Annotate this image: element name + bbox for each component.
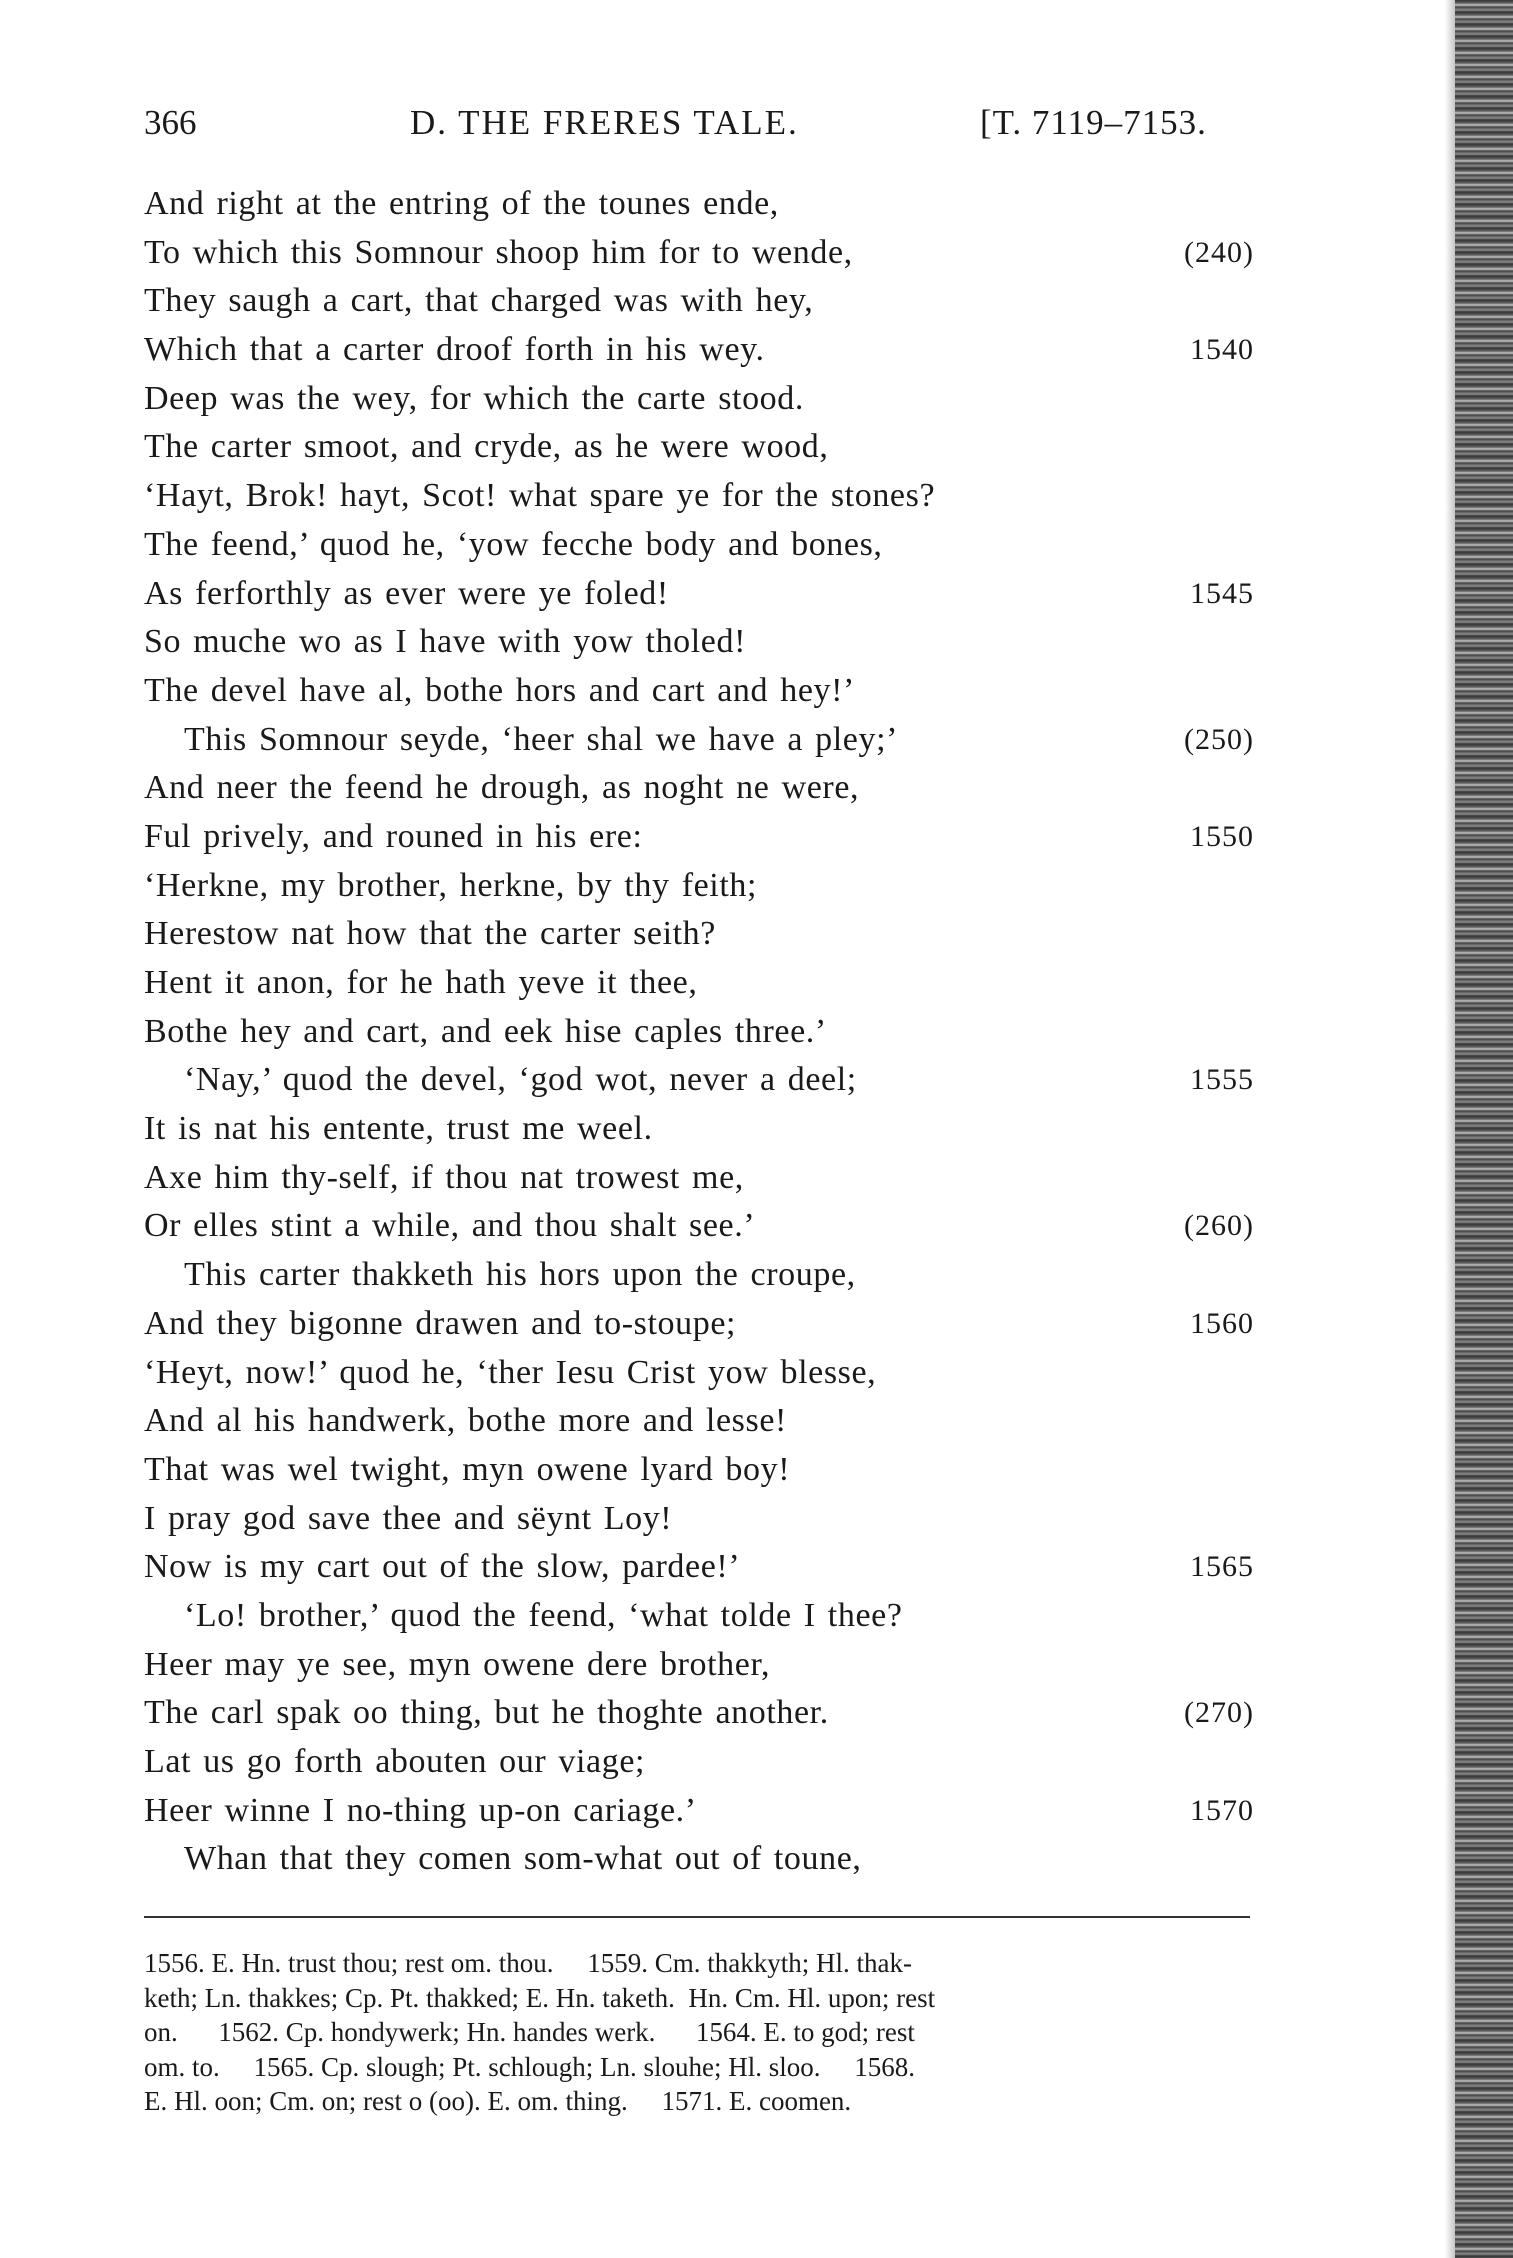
verse-line (144, 1056, 1254, 1105)
verse-line (144, 1495, 1254, 1544)
verse-line (144, 910, 1254, 959)
verse-line (144, 618, 1254, 667)
verse-text: This Somnour seyde, ‘heer shal we have a pley;’ (184, 720, 899, 758)
verse-text: To which this Somnour shoop him for to wende, (144, 233, 853, 271)
verse-line (144, 570, 1254, 619)
line-number: (260) (1184, 1209, 1254, 1243)
verse-text: This carter thakketh his hors upon the croupe, (184, 1256, 856, 1294)
verse-text: They saugh a cart, that charged was with hey, (144, 282, 814, 320)
verse-text: And al his handwerk, bothe more and lesse! (144, 1402, 787, 1440)
footnote-line: E. Hl. oon; Cm. on; rest o (oo). E. om. thing. 1571. E. coomen. (144, 2086, 852, 2116)
verse-line (144, 472, 1254, 521)
verse-line (144, 1446, 1254, 1495)
verse-line (144, 423, 1254, 472)
verse-text: Hent it anon, for he hath yeve it thee, (144, 964, 698, 1001)
line-number: 1545 (1190, 576, 1254, 610)
verse-line (144, 229, 1254, 278)
verse-line (144, 959, 1254, 1008)
verse-text: Heer winne I no-thing up-on cariage.’ (144, 1791, 697, 1829)
verse-line (144, 1202, 1254, 1251)
verse-text: Lat us go forth abouten our viage; (144, 1743, 646, 1780)
verse-text: And right at the entring of the tounes ende, (144, 185, 779, 222)
verse-line (144, 180, 1254, 229)
footnote-rule (144, 1916, 1250, 1918)
verse-text: Herestow nat how that the carter seith? (144, 915, 716, 953)
verse-line (144, 1154, 1254, 1203)
book-spine (1455, 0, 1513, 2258)
line-range: [T. 7119–7153. (980, 103, 1207, 142)
footnote-line: on. 1562. Cp. hondywerk; Hn. handes werk. 1564. E. to god; rest (144, 2017, 915, 2047)
verse-line (144, 1008, 1254, 1057)
verse-line (144, 1349, 1254, 1398)
verse-line (144, 1300, 1254, 1349)
verse-text: Which that a carter droof forth in his wey. (144, 331, 765, 369)
verse-text: Or elles stint a while, and thou shalt see.’ (144, 1207, 756, 1245)
verse-text: The devel have al, bothe hors and cart and hey!’ (144, 671, 855, 709)
verse-text: So muche wo as I have with yow tholed! (144, 623, 747, 661)
verse-line (144, 1738, 1254, 1787)
line-number: 1570 (1190, 1793, 1254, 1827)
verse-line (144, 862, 1254, 911)
verse-text: ‘Heyt, now!’ quod he, ‘ther Iesu Crist yow blesse, (144, 1353, 877, 1391)
verse-text: Ful prively, and rouned in his ere: (144, 817, 643, 855)
verse-line (144, 326, 1254, 375)
verse-text: That was wel twight, myn owene lyard boy! (144, 1450, 791, 1488)
verse-line (144, 716, 1254, 765)
verse-text: ‘Lo! brother,’ quod the feend, ‘what tolde I thee? (184, 1596, 903, 1634)
verse-text: As ferforthly as ever were ye foled! (144, 574, 669, 612)
page-edge-shadow (1445, 0, 1455, 2258)
verse-text: The feend,’ quod he, ‘yow fecche body and bones, (144, 525, 883, 563)
verse-line (144, 277, 1254, 326)
line-number: 1560 (1190, 1306, 1254, 1340)
running-title: D. THE FRERES TALE. (410, 103, 799, 142)
verse-text: The carter smoot, and cryde, as he were wood, (144, 428, 829, 466)
line-number: 1565 (1190, 1550, 1254, 1584)
verse-text: And neer the feend he drough, as noght ne were, (144, 769, 860, 807)
verse-line (144, 1592, 1254, 1641)
verse-text: ‘Nay,’ quod the devel, ‘god wot, never a deel; (184, 1061, 857, 1099)
verse-line (144, 1641, 1254, 1690)
poem-text (144, 180, 1254, 1884)
verse-text: I pray god save thee and sëynt Loy! (144, 1499, 673, 1537)
line-number: 1550 (1190, 819, 1254, 853)
verse-text: Axe him thy-self, if thou nat trowest me, (144, 1158, 744, 1196)
verse-line (144, 1543, 1254, 1592)
line-number: 1540 (1190, 333, 1254, 367)
verse-text: And they bigonne drawen and to-stoupe; (144, 1304, 737, 1342)
verse-line (144, 764, 1254, 813)
verse-text: Now is my cart out of the slow, pardee!’ (144, 1548, 741, 1586)
verse-line (144, 1105, 1254, 1154)
verse-text: The carl spak oo thing, but he thoghte another. (144, 1694, 829, 1732)
verse-text: Deep was the wey, for which the carte stood. (144, 379, 804, 417)
verse-line (144, 375, 1254, 424)
footnote-line: 1556. E. Hn. trust thou; rest om. thou. 1559. Cm. thakkyth; Hl. thak- (144, 1948, 912, 1978)
verse-text: ‘Hayt, Brok! hayt, Scot! what spare ye for the stones? (144, 477, 936, 515)
verse-line (144, 1835, 1254, 1884)
verse-text: Bothe hey and cart, and eek hise caples three.’ (144, 1012, 827, 1050)
page-number: 366 (144, 103, 197, 142)
verse-text: Whan that they comen som-what out of toune, (184, 1840, 862, 1878)
verse-line (144, 1251, 1254, 1300)
footnote-line: om. to. 1565. Cp. slough; Pt. schlough; Ln. slouhe; Hl. sloo. 1568. (144, 2051, 916, 2082)
verse-line (144, 1787, 1254, 1836)
verse-line (144, 521, 1254, 570)
line-number: (240) (1184, 235, 1254, 269)
verse-line (144, 1397, 1254, 1446)
footnotes (144, 1946, 1254, 2119)
verse-text: It is nat his entente, trust me weel. (144, 1110, 653, 1148)
verse-line (144, 1689, 1254, 1738)
verse-text: ‘Herkne, my brother, herkne, by thy feith; (144, 866, 758, 904)
footnote-line: keth; Ln. thakkes; Cp. Pt. thakked; E. Hn. taketh. Hn. Cm. Hl. upon; rest (144, 1982, 936, 2013)
verse-text: Heer may ye see, myn owene dere brother, (144, 1645, 771, 1683)
line-number: (250) (1184, 722, 1254, 756)
line-number: (270) (1184, 1696, 1254, 1730)
page-header (144, 103, 1244, 153)
verse-line (144, 667, 1254, 716)
verse-line (144, 813, 1254, 862)
line-number: 1555 (1190, 1063, 1254, 1097)
